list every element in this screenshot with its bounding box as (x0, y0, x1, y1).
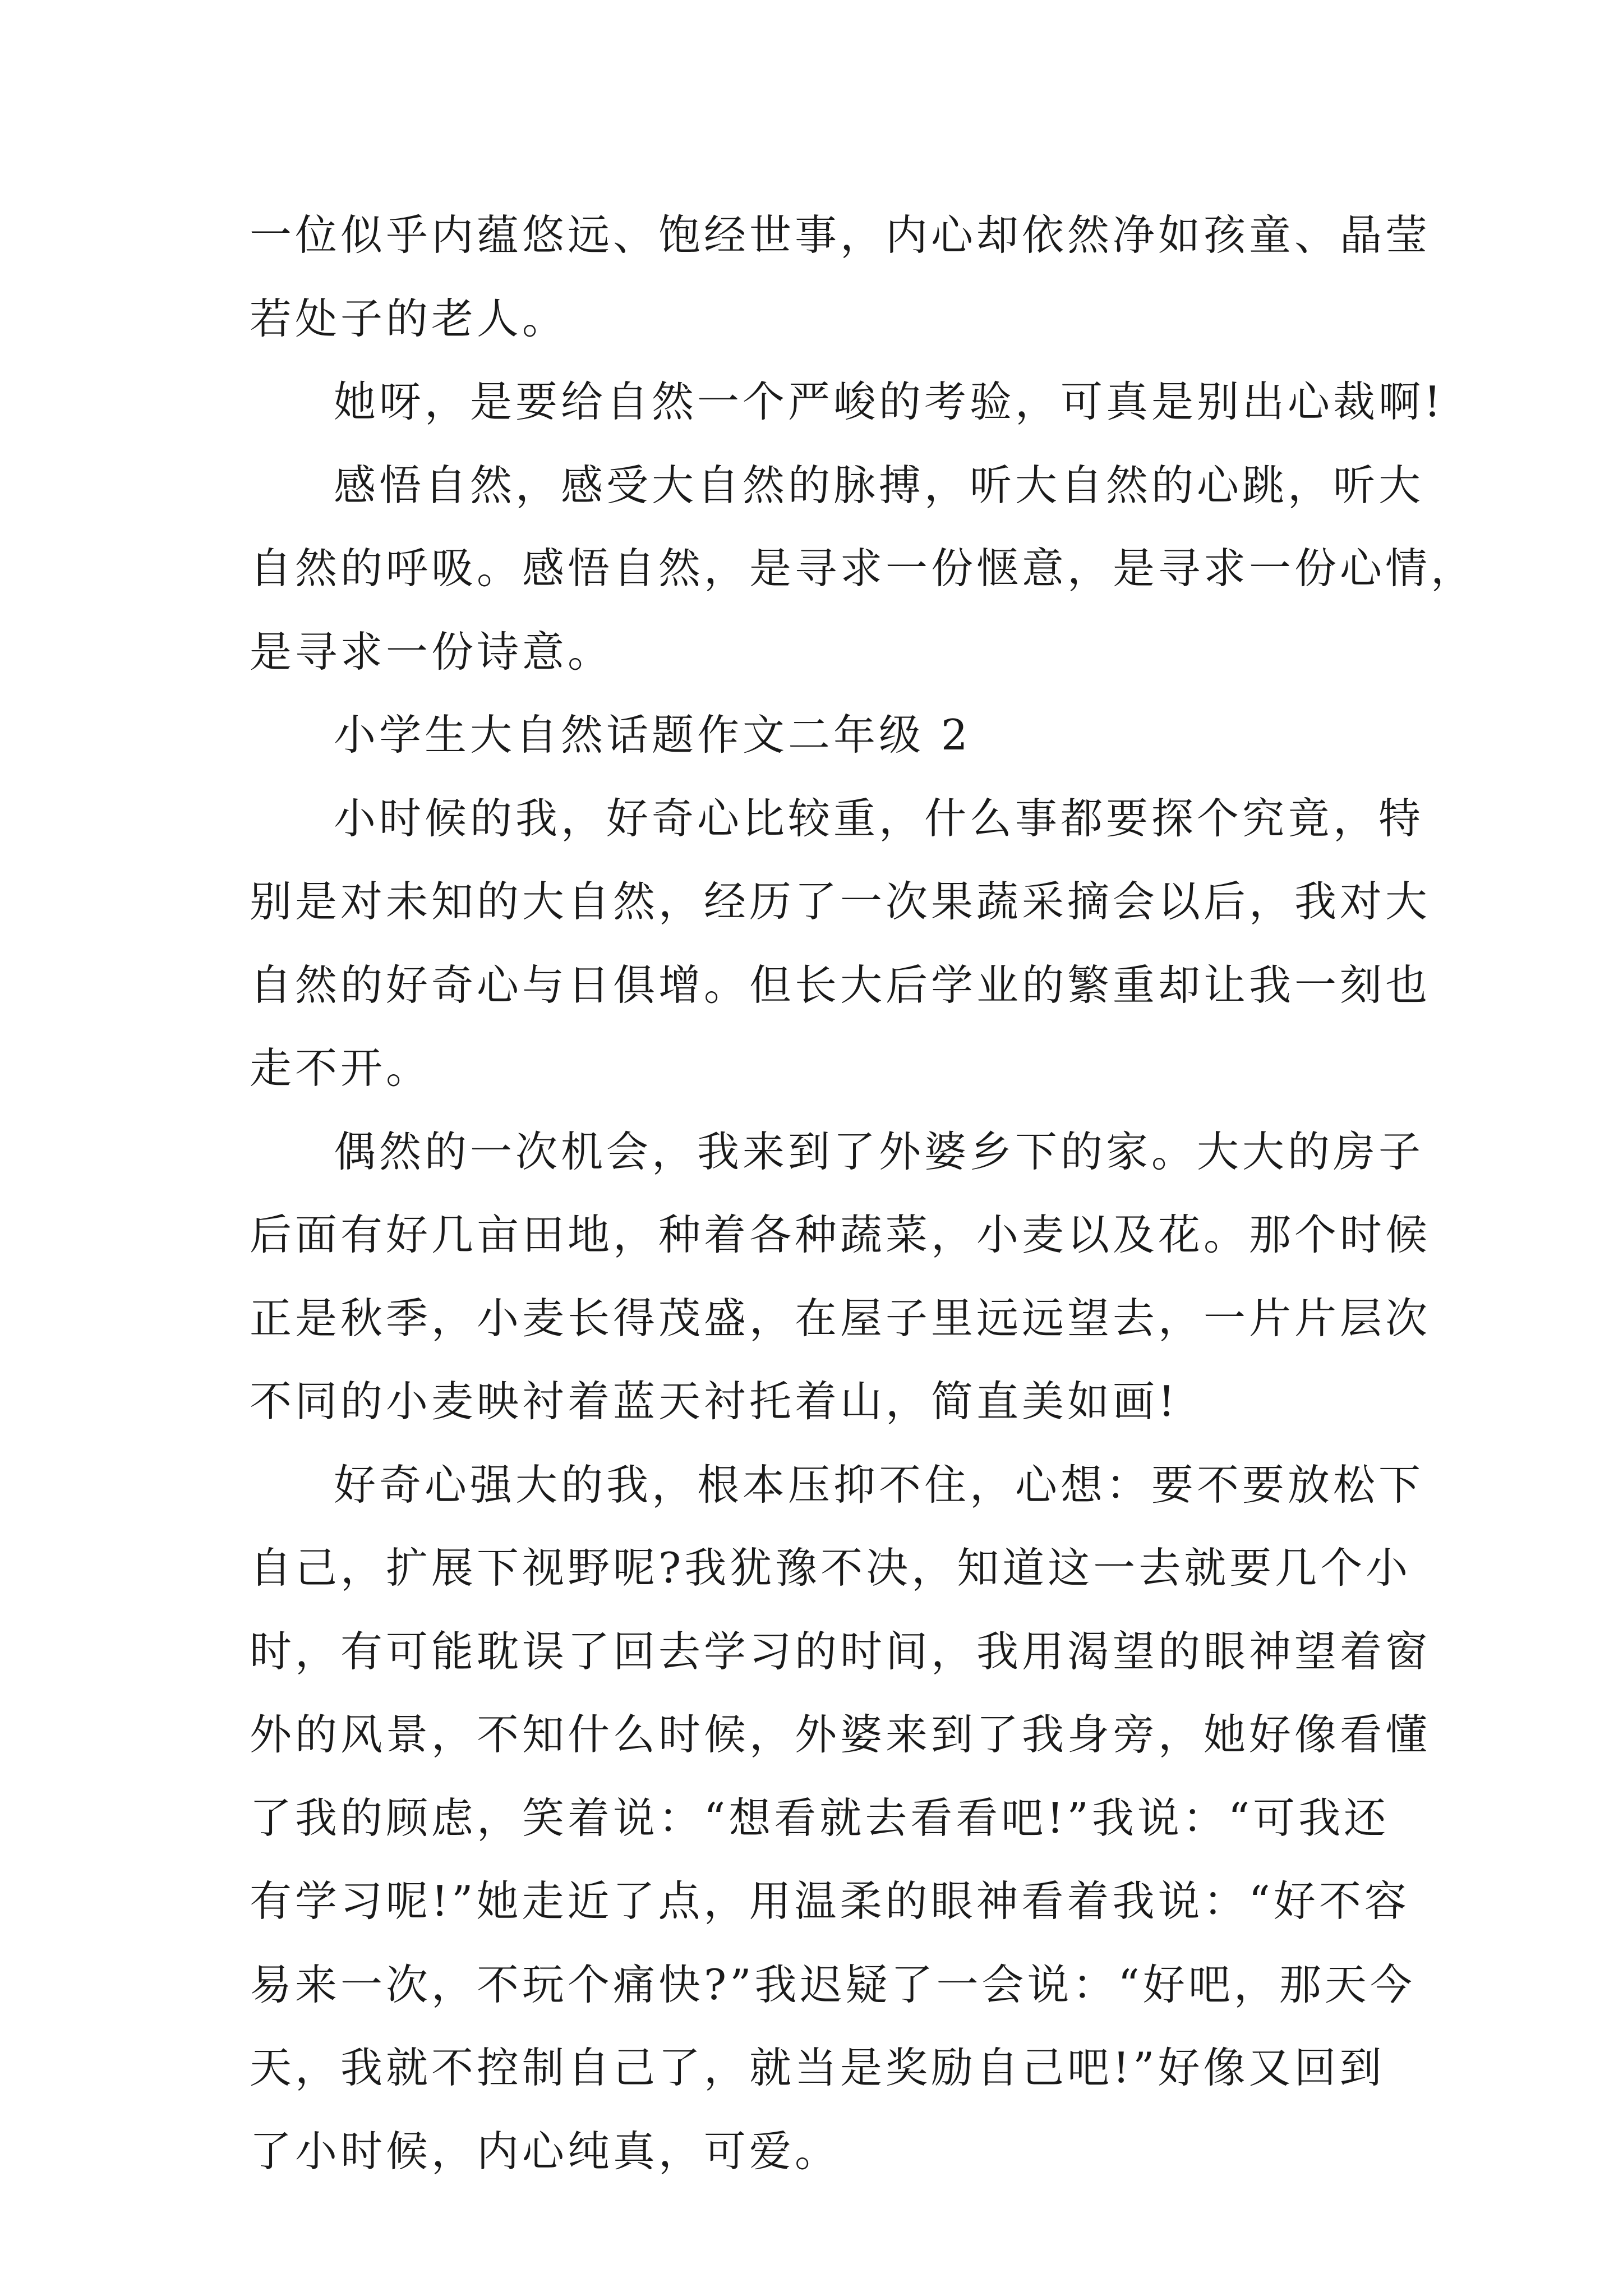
text-line-23: 天，我就不控制自己了，就当是奖励自己吧!”好像又回到 (250, 2043, 1385, 2092)
body-text (250, 194, 1477, 2193)
text-line-9: 别是对未知的大自然，经历了一次果蔬采摘会以后，我对大 (250, 877, 1431, 926)
text-line-16: 好奇心强大的我，根本压抑不住，心想：要不要放松下 (334, 1460, 1424, 1510)
text-line-19: 外的风景，不知什么时候，外婆来到了我身旁，她好像看懂 (250, 1710, 1431, 1759)
text-line-21: 有学习呢!”她走近了点，用温柔的眼神看着我说：“好不容 (250, 1876, 1410, 1926)
text-line-18: 时，有可能耽误了回去学习的时间，我用渴望的眼神望着窗 (250, 1626, 1431, 1676)
text-line-13: 后面有好几亩田地，种着各种蔬菜，小麦以及花。那个时候 (250, 1210, 1431, 1259)
section-heading: 小学生大自然话题作文二年级 2 (334, 710, 971, 760)
text-line-1: 一位似乎内蕴悠远、饱经世事，内心却依然净如孩童、晶莹 (250, 210, 1431, 260)
text-line-2: 若处子的老人。 (250, 293, 568, 343)
text-line-8: 小时候的我，好奇心比较重，什么事都要探个究竟，特 (334, 793, 1424, 843)
text-line-5: 自然的呼吸。感悟自然，是寻求一份惬意，是寻求一份心情， (250, 544, 1477, 593)
text-line-14: 正是秋季，小麦长得茂盛，在屋子里远远望去，一片片层次 (250, 1293, 1431, 1343)
text-line-6: 是寻求一份诗意。 (250, 627, 614, 677)
text-line-15: 不同的小麦映衬着蓝天衬托着山，简直美如画! (250, 1377, 1179, 1426)
text-line-10: 自然的好奇心与日俱增。但长大后学业的繁重却让我一刻也 (250, 960, 1431, 1010)
text-line-22: 易来一次，不玩个痛快?”我迟疑了一会说：“好吧，那天今 (250, 1959, 1415, 2009)
text-line-3: 她呀，是要给自然一个严峻的考验，可真是别出心裁啊! (334, 377, 1445, 426)
text-line-17: 自己，扩展下视野呢?我犹豫不决，知道这一去就要几个小 (250, 1543, 1412, 1593)
text-line-12: 偶然的一次机会，我来到了外婆乡下的家。大大的房子 (334, 1126, 1424, 1176)
text-line-11: 走不开。 (250, 1043, 432, 1093)
text-line-4: 感悟自然，感受大自然的脉搏，听大自然的心跳，听大 (334, 460, 1424, 510)
text-line-24: 了小时候，内心纯真，可爱。 (250, 2126, 841, 2176)
text-line-20: 了我的顾虑，笑着说：“想看就去看看吧!”我说：“可我还 (250, 1793, 1390, 1843)
